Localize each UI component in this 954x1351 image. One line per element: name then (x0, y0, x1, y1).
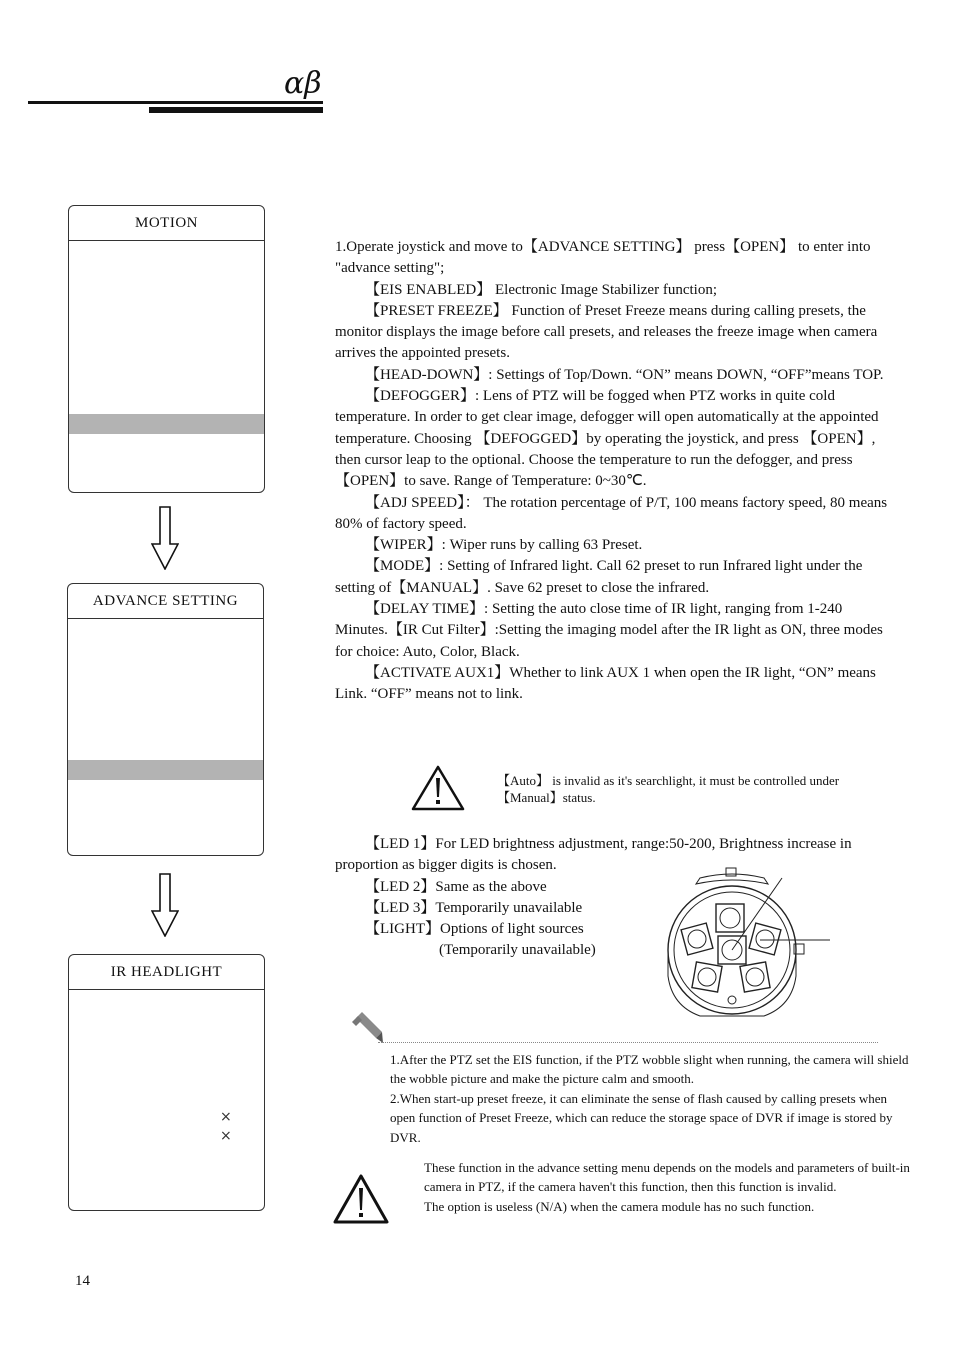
warning-models-text: These function in the advance setting menu depends on the models and parameters of built-in camera in PTZ, if the camera haven't this function, then this function is invalid. (424, 1160, 910, 1195)
defogger-paragraph: 【DEFOGGER】: Lens of PTZ will be fogged when PTZ works in quite cold temperature. In order to get clear image, defogger will open automatically at the appointed temperature. Choosing 【DEFOGGED】by operating the joystick, and press 【OPEN】, then cursor leap to the optional. Choose the temperature to run the defogger, and press 【OPEN】to save. Range of Temperature: 0~30℃. (335, 388, 879, 490)
advance-menu-highlight-row (68, 760, 263, 780)
warning-na-text: The option is useless (N/A) when the camera module has no such function. (424, 1198, 815, 1214)
eis-paragraph: 【EIS ENABLED】 Electronic Image Stabilizer function; (365, 281, 717, 298)
note-divider (378, 1042, 878, 1043)
x-mark-icon: × (220, 1128, 232, 1144)
ir-headlight-menu-box (68, 954, 265, 1211)
down-arrow-icon (151, 506, 179, 570)
preset-freeze-paragraph: 【PRESET FREEZE】 Function of Preset Freeze means during calling presets, the monitor displays the image before call presets, and releases the freeze image when camera arrives the appointed presets. (335, 302, 878, 362)
wiper-paragraph: 【WIPER】: Wiper runs by calling 63 Preset. (365, 537, 643, 554)
motion-menu-box (68, 205, 265, 493)
advance-setting-description (335, 237, 895, 706)
ir-led-array-diagram (660, 866, 835, 1026)
adj-speed-paragraph: 【ADJ SPEED】： The rotation percentage of P/T, 100 means factory speed, 80 means 80% of factory speed. (335, 494, 888, 532)
mode-paragraph: 【MODE】: Setting of Infrared light. Call 62 preset to run Infrared light under the setting of【MANUAL】. Save 62 preset to close the infrared. (335, 558, 863, 596)
ir-headlight-menu-title: IR HEADLIGHT (69, 955, 264, 990)
led1-paragraph: 【LED 1】For LED brightness adjustment, range:50-200, Brightness increase in proportion as bigger digits is chosen. (335, 836, 852, 874)
header-rule-thick (149, 107, 323, 113)
pencil-icon (350, 1010, 384, 1044)
warning-triangle-icon (332, 1173, 390, 1225)
light-note: (Temporarily unavailable) (439, 942, 596, 959)
led3-paragraph: 【LED 3】Temporarily unavailable (365, 899, 583, 916)
page-number: 14 (75, 1273, 90, 1289)
warning-note-models (424, 1158, 924, 1216)
warning-note-auto: 【Auto】 is invalid as it's searchlight, it must be controlled under【Manual】status. (497, 773, 840, 805)
warning-triangle-icon (410, 764, 466, 812)
down-arrow-icon (151, 873, 179, 937)
delay-time-paragraph: 【DELAY TIME】: Setting the auto close time of IR light, ranging from 1-240 Minutes.【IR Cut Filter】:Setting the imaging model after the IR light as ON, three modes for choice: Auto, Color, Black. (335, 601, 883, 660)
led2-paragraph: 【LED 2】Same as the above (365, 878, 547, 895)
brand-logo: αβ (284, 66, 322, 101)
note-eis: 1.After the PTZ set the EIS function, if the PTZ wobble slight when running, the camera will shield the wobble picture and make the picture calm and smooth. (390, 1052, 909, 1087)
intro-paragraph: 1.Operate joystick and move to【ADVANCE SETTING】 press【OPEN】 to enter into "advance setting"; (335, 239, 871, 277)
note-preset-freeze: 2.When start-up preset freeze, it can eliminate the sense of flash caused by calling presets when open function of Preset Freeze, which can reduce the storage space of DVR if image is stored by DVR. (390, 1090, 893, 1145)
motion-menu-highlight-row (69, 414, 264, 434)
advance-setting-menu-box (67, 583, 264, 856)
head-down-paragraph: 【HEAD-DOWN】: Settings of Top/Down. “ON” means DOWN, “OFF”means TOP. (365, 366, 884, 383)
motion-menu-title: MOTION (69, 206, 264, 241)
advance-setting-menu-title: ADVANCE SETTING (68, 584, 263, 619)
light-paragraph: 【LIGHT】Options of light sources (365, 921, 584, 938)
x-mark-icon: × (220, 1109, 232, 1125)
header-rule-thin (28, 101, 323, 104)
note-block (390, 1050, 910, 1147)
activate-aux-paragraph: 【ACTIVATE AUX1】Whether to link AUX 1 when open the IR light, “ON” means Link. “OFF” means not to link. (335, 664, 876, 703)
